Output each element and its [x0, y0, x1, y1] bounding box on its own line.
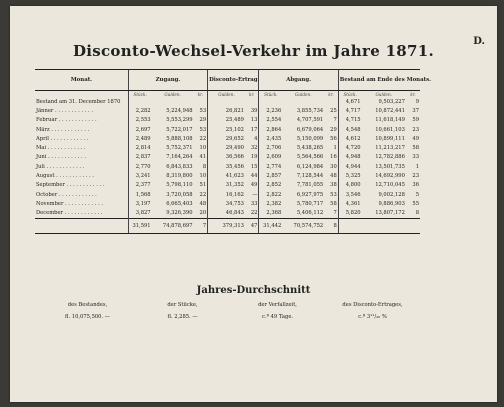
cell-z-kr: 51: [199, 182, 207, 189]
cell-d-kr: 44: [250, 173, 258, 180]
cell-b-gu: 9,886,903: [378, 200, 405, 207]
cell-b-kr: 5: [415, 191, 419, 198]
cell-b-st: 4,715: [338, 116, 361, 125]
cell-a-gu: 7,128,544: [296, 173, 324, 180]
average-value: fl. 2,285. —: [167, 314, 198, 320]
opening-gulden: 9,503,227: [378, 98, 405, 105]
cell-d-gu: 36,566: [208, 153, 245, 162]
header-disconto: Disconto-Ertrag.: [208, 70, 259, 91]
cell-a-st: 2,822: [259, 190, 282, 199]
cell-z-kr: 20: [199, 210, 207, 217]
cell-b-kr: 49: [412, 135, 419, 142]
cell-b-gu: 11,213,217: [375, 145, 405, 152]
average-label: des Disconto-Ertrages,: [342, 302, 403, 308]
table-row: [35, 162, 420, 171]
cell-b-st: 5,325: [338, 171, 361, 180]
table-row: [35, 153, 420, 162]
page-mark: D.: [473, 36, 485, 47]
cell-a-gu: 5,438,265: [296, 145, 324, 152]
subheader-cell: kr.: [197, 91, 204, 97]
cell-a-kr: 53: [330, 191, 337, 198]
cell-d-kr: 39: [250, 107, 258, 114]
cell-z-gu: 5,752,371: [166, 145, 193, 152]
ledger-sheet: [10, 6, 497, 402]
cell-z-kr: 41: [199, 154, 207, 161]
cell-z-st: 2,814: [128, 143, 151, 152]
page-title: Disconto-Wechsel-Verkehr im Jahre 1871.: [72, 42, 435, 60]
cell-z-kr: 8: [202, 163, 207, 170]
cell-d-kr: 19: [250, 154, 258, 161]
cell-z-st: 2,697: [128, 125, 151, 134]
month-label: Jänner . . . . . . . . . . . .: [36, 107, 93, 114]
cell-a-st: 2,857: [259, 171, 282, 180]
cell-a-gu: 5,150,099: [296, 135, 324, 142]
table-row: [35, 143, 420, 152]
cell-z-st: 2,837: [128, 153, 151, 162]
subheader-cell: kr.: [328, 91, 334, 97]
cell-d-gu: 16,162: [208, 190, 245, 199]
cell-d-gu: 31,352: [208, 181, 245, 190]
subheader-cell: Gulden.: [294, 91, 312, 97]
cell-b-gu: 14,692,990: [375, 173, 405, 180]
total-zugang-gulden: 74,878,697: [152, 218, 194, 233]
average-values: [40, 314, 420, 320]
table-row: [35, 190, 420, 199]
cell-b-kr: 37: [412, 107, 419, 114]
total-zugang-stueck: 31,591: [128, 218, 151, 233]
cell-b-gu: 9,002,128: [378, 191, 405, 198]
average-labels: [40, 302, 420, 308]
header-abgang: Abgang.: [259, 70, 338, 91]
cell-z-gu: 5,888,108: [166, 135, 193, 142]
cell-z-st: 3,197: [128, 199, 151, 208]
opening-label: Bestand am 31. December 1870: [36, 98, 121, 105]
cell-b-gu: 12,782,886: [375, 154, 405, 161]
cell-z-gu: 9,326,390: [166, 210, 193, 217]
average-label: der Stücke,: [167, 302, 198, 308]
cell-a-gu: 6,679,064: [296, 126, 324, 133]
cell-b-gu: 10,661,103: [375, 126, 405, 133]
cell-a-st: 2,609: [259, 153, 282, 162]
average-title: Jahres-Durchschnitt: [196, 285, 311, 296]
month-label: Juni . . . . . . . . . . . .: [36, 154, 86, 161]
cell-z-gu: 5,722,017: [166, 126, 193, 133]
month-label: October . . . . . . . . . . . .: [36, 191, 97, 198]
table-row: [35, 199, 420, 208]
cell-d-kr: —: [252, 191, 258, 198]
total-abgang-gulden: 70,574,752: [282, 218, 324, 233]
table-header-row: [35, 70, 420, 91]
cell-z-kr: 10: [199, 145, 207, 152]
cell-a-gu: 5,406,112: [296, 210, 324, 217]
cell-a-kr: 1: [333, 145, 337, 152]
average-value: c.ª 3¹¹/₂₀ %: [358, 314, 387, 320]
total-disconto-kr: 47: [245, 218, 259, 233]
cell-z-gu: 7,164,264: [166, 154, 193, 161]
total-abgang-stueck: 31,442: [259, 218, 282, 233]
cell-d-kr: 4: [254, 135, 258, 142]
cell-b-kr: 1: [415, 163, 419, 170]
cell-d-gu: 46,843: [208, 209, 245, 219]
cell-d-gu: 26,821: [208, 106, 245, 115]
subheader-cell: Gulden.: [164, 91, 181, 97]
cell-d-gu: 35,456: [208, 162, 245, 171]
cell-b-st: 5,820: [338, 209, 361, 219]
cell-a-kr: 56: [330, 135, 337, 142]
cell-a-kr: 16: [330, 154, 337, 161]
month-label: December . . . . . . . . . . . .: [36, 210, 103, 217]
average-value: c.ª 49 Tage.: [261, 314, 294, 320]
cell-d-kr: 15: [250, 163, 258, 170]
table-row: [35, 116, 420, 125]
cell-b-kr: 23: [412, 126, 419, 133]
cell-a-gu: 5,780,717: [296, 200, 324, 207]
cell-a-st: 2,706: [259, 143, 282, 152]
average-label: der Verfallzeit,: [258, 302, 297, 308]
cell-z-st: 1,568: [128, 190, 151, 199]
cell-z-st: 2,770: [128, 162, 151, 171]
cell-a-gu: 6,927,975: [296, 191, 324, 198]
cell-b-gu: 13,807,172: [375, 210, 405, 217]
cell-b-kr: 33: [412, 154, 419, 161]
subheader-cell: Gulden.: [375, 91, 393, 97]
cell-b-kr: 8: [415, 210, 419, 217]
cell-z-gu: 6,665,403: [166, 200, 193, 207]
cell-z-kr: 53: [199, 126, 207, 133]
cell-z-kr: 48: [199, 200, 207, 207]
cell-a-gu: 3,855,734: [296, 107, 324, 114]
cell-d-kr: 17: [250, 126, 258, 133]
cell-a-gu: 6,124,984: [296, 163, 324, 170]
table-row: [35, 181, 420, 190]
cell-a-st: 2,382: [259, 199, 282, 208]
cell-a-kr: 38: [330, 182, 337, 189]
cell-a-gu: 7,781,055: [296, 182, 324, 189]
month-label: April . . . . . . . . . . . .: [36, 135, 89, 142]
cell-a-kr: 7: [333, 210, 337, 217]
totals-row: [35, 218, 420, 233]
cell-z-kr: 10: [199, 173, 207, 180]
cell-z-st: 2,489: [128, 134, 151, 143]
cell-d-kr: 33: [250, 200, 258, 207]
cell-b-kr: 59: [412, 117, 419, 124]
cell-a-kr: 25: [330, 107, 337, 114]
opening-stueck: 4,671: [338, 97, 361, 106]
cell-b-st: 4,720: [338, 143, 361, 152]
average-label: des Bestandes,: [67, 302, 108, 308]
total-disconto-gulden: 379,313: [208, 218, 245, 233]
cell-a-st: 2,852: [259, 181, 282, 190]
header-monat: Monat.: [35, 70, 128, 91]
cell-z-kr: 53: [199, 107, 207, 114]
cell-z-kr: 22: [199, 135, 207, 142]
month-label: November . . . . . . . . . . . .: [36, 200, 104, 207]
cell-b-kr: 58: [412, 145, 419, 152]
cell-z-kr: 29: [199, 117, 207, 124]
total-zugang-kr: 7: [194, 218, 208, 233]
month-label: September . . . . . . . . . . . .: [36, 182, 105, 189]
cell-a-st: 2,864: [259, 125, 282, 134]
cell-a-kr: 48: [330, 173, 337, 180]
cell-b-st: 3,546: [338, 190, 361, 199]
cell-a-kr: 7: [333, 117, 337, 124]
subheader-cell: kr.: [248, 91, 255, 97]
subheader-cell: Gulden.: [208, 91, 245, 98]
cell-b-gu: 13,501,735: [375, 163, 405, 170]
cell-b-kr: 55: [412, 200, 419, 207]
average-value: fl. 10,075,500. —: [65, 314, 110, 320]
cell-b-kr: 36: [412, 182, 419, 189]
cell-d-gu: 25,102: [208, 125, 245, 134]
cell-d-kr: 49: [250, 182, 258, 189]
cell-b-st: 4,612: [338, 134, 361, 143]
cell-d-kr: 32: [250, 145, 258, 152]
cell-z-kr: 22: [199, 191, 207, 198]
cell-a-st: 2,774: [259, 162, 282, 171]
cell-a-gu: 5,564,566: [296, 154, 324, 161]
cell-z-gu: 3,720,058: [166, 191, 193, 198]
cell-b-st: 4,944: [338, 162, 361, 171]
cell-b-kr: 23: [412, 173, 419, 180]
cell-z-st: 2,553: [128, 116, 151, 125]
table-row: [35, 134, 420, 143]
cell-a-st: 2,554: [259, 116, 282, 125]
cell-d-gu: 29,652: [208, 134, 245, 143]
subheader-cell: kr.: [410, 91, 416, 97]
disconto-table: [35, 69, 431, 234]
cell-b-gu: 10,899,111: [375, 135, 405, 142]
month-label: Februar . . . . . . . . . . . .: [36, 117, 97, 124]
cell-z-gu: 6,843,833: [166, 163, 193, 170]
total-abgang-kr: 8: [324, 218, 338, 233]
month-label: Mai . . . . . . . . . . . .: [36, 145, 86, 152]
cell-z-gu: 5,798,110: [166, 182, 193, 189]
cell-b-st: 4,548: [338, 125, 361, 134]
subheader-cell: Stück.: [259, 91, 282, 98]
cell-d-gu: 25,489: [208, 116, 245, 125]
cell-a-st: 2,435: [259, 134, 282, 143]
opening-balance-row: [35, 97, 420, 106]
cell-a-kr: 30: [330, 163, 337, 170]
subheader-cell: Stück.: [128, 91, 151, 98]
cell-z-gu: 5,224,948: [166, 107, 193, 114]
cell-b-gu: 12,710,045: [375, 182, 405, 189]
cell-z-st: 3,241: [128, 171, 151, 180]
cell-z-st: 3,827: [128, 209, 151, 219]
cell-a-st: 2,236: [259, 106, 282, 115]
month-label: Juli . . . . . . . . . . . .: [36, 163, 85, 170]
table-row: [35, 171, 420, 180]
table-row: [35, 125, 420, 134]
cell-d-gu: 29,490: [208, 143, 245, 152]
cell-z-gu: 8,319,800: [166, 173, 193, 180]
cell-a-st: 2,368: [259, 209, 282, 219]
cell-a-kr: 29: [330, 126, 337, 133]
header-bestand: Bestand am Ende des Monats.: [338, 70, 420, 91]
month-label: August . . . . . . . . . . . .: [36, 173, 95, 180]
subheader-cell: Stück.: [338, 91, 361, 98]
table-row: [35, 209, 420, 219]
cell-b-st: 4,361: [338, 199, 361, 208]
cell-b-st: 4,800: [338, 181, 361, 190]
cell-a-kr: 58: [330, 200, 337, 207]
header-zugang: Zugang.: [128, 70, 207, 91]
cell-b-gu: 11,618,149: [375, 117, 405, 124]
cell-b-st: 4,948: [338, 153, 361, 162]
cell-a-gu: 4,707,591: [296, 117, 324, 124]
month-label: März . . . . . . . . . . . .: [36, 126, 90, 133]
opening-kr: 9: [415, 98, 419, 105]
cell-b-gu: 10,872,441: [375, 107, 405, 114]
cell-d-gu: 41,623: [208, 171, 245, 180]
cell-z-st: 2,282: [128, 106, 151, 115]
cell-d-kr: 13: [250, 117, 258, 124]
cell-d-kr: 22: [250, 210, 258, 217]
cell-z-st: 2,377: [128, 181, 151, 190]
table-row: [35, 106, 420, 115]
cell-b-st: 4,717: [338, 106, 361, 115]
cell-d-gu: 34,753: [208, 199, 245, 208]
cell-z-gu: 5,553,299: [166, 117, 193, 124]
